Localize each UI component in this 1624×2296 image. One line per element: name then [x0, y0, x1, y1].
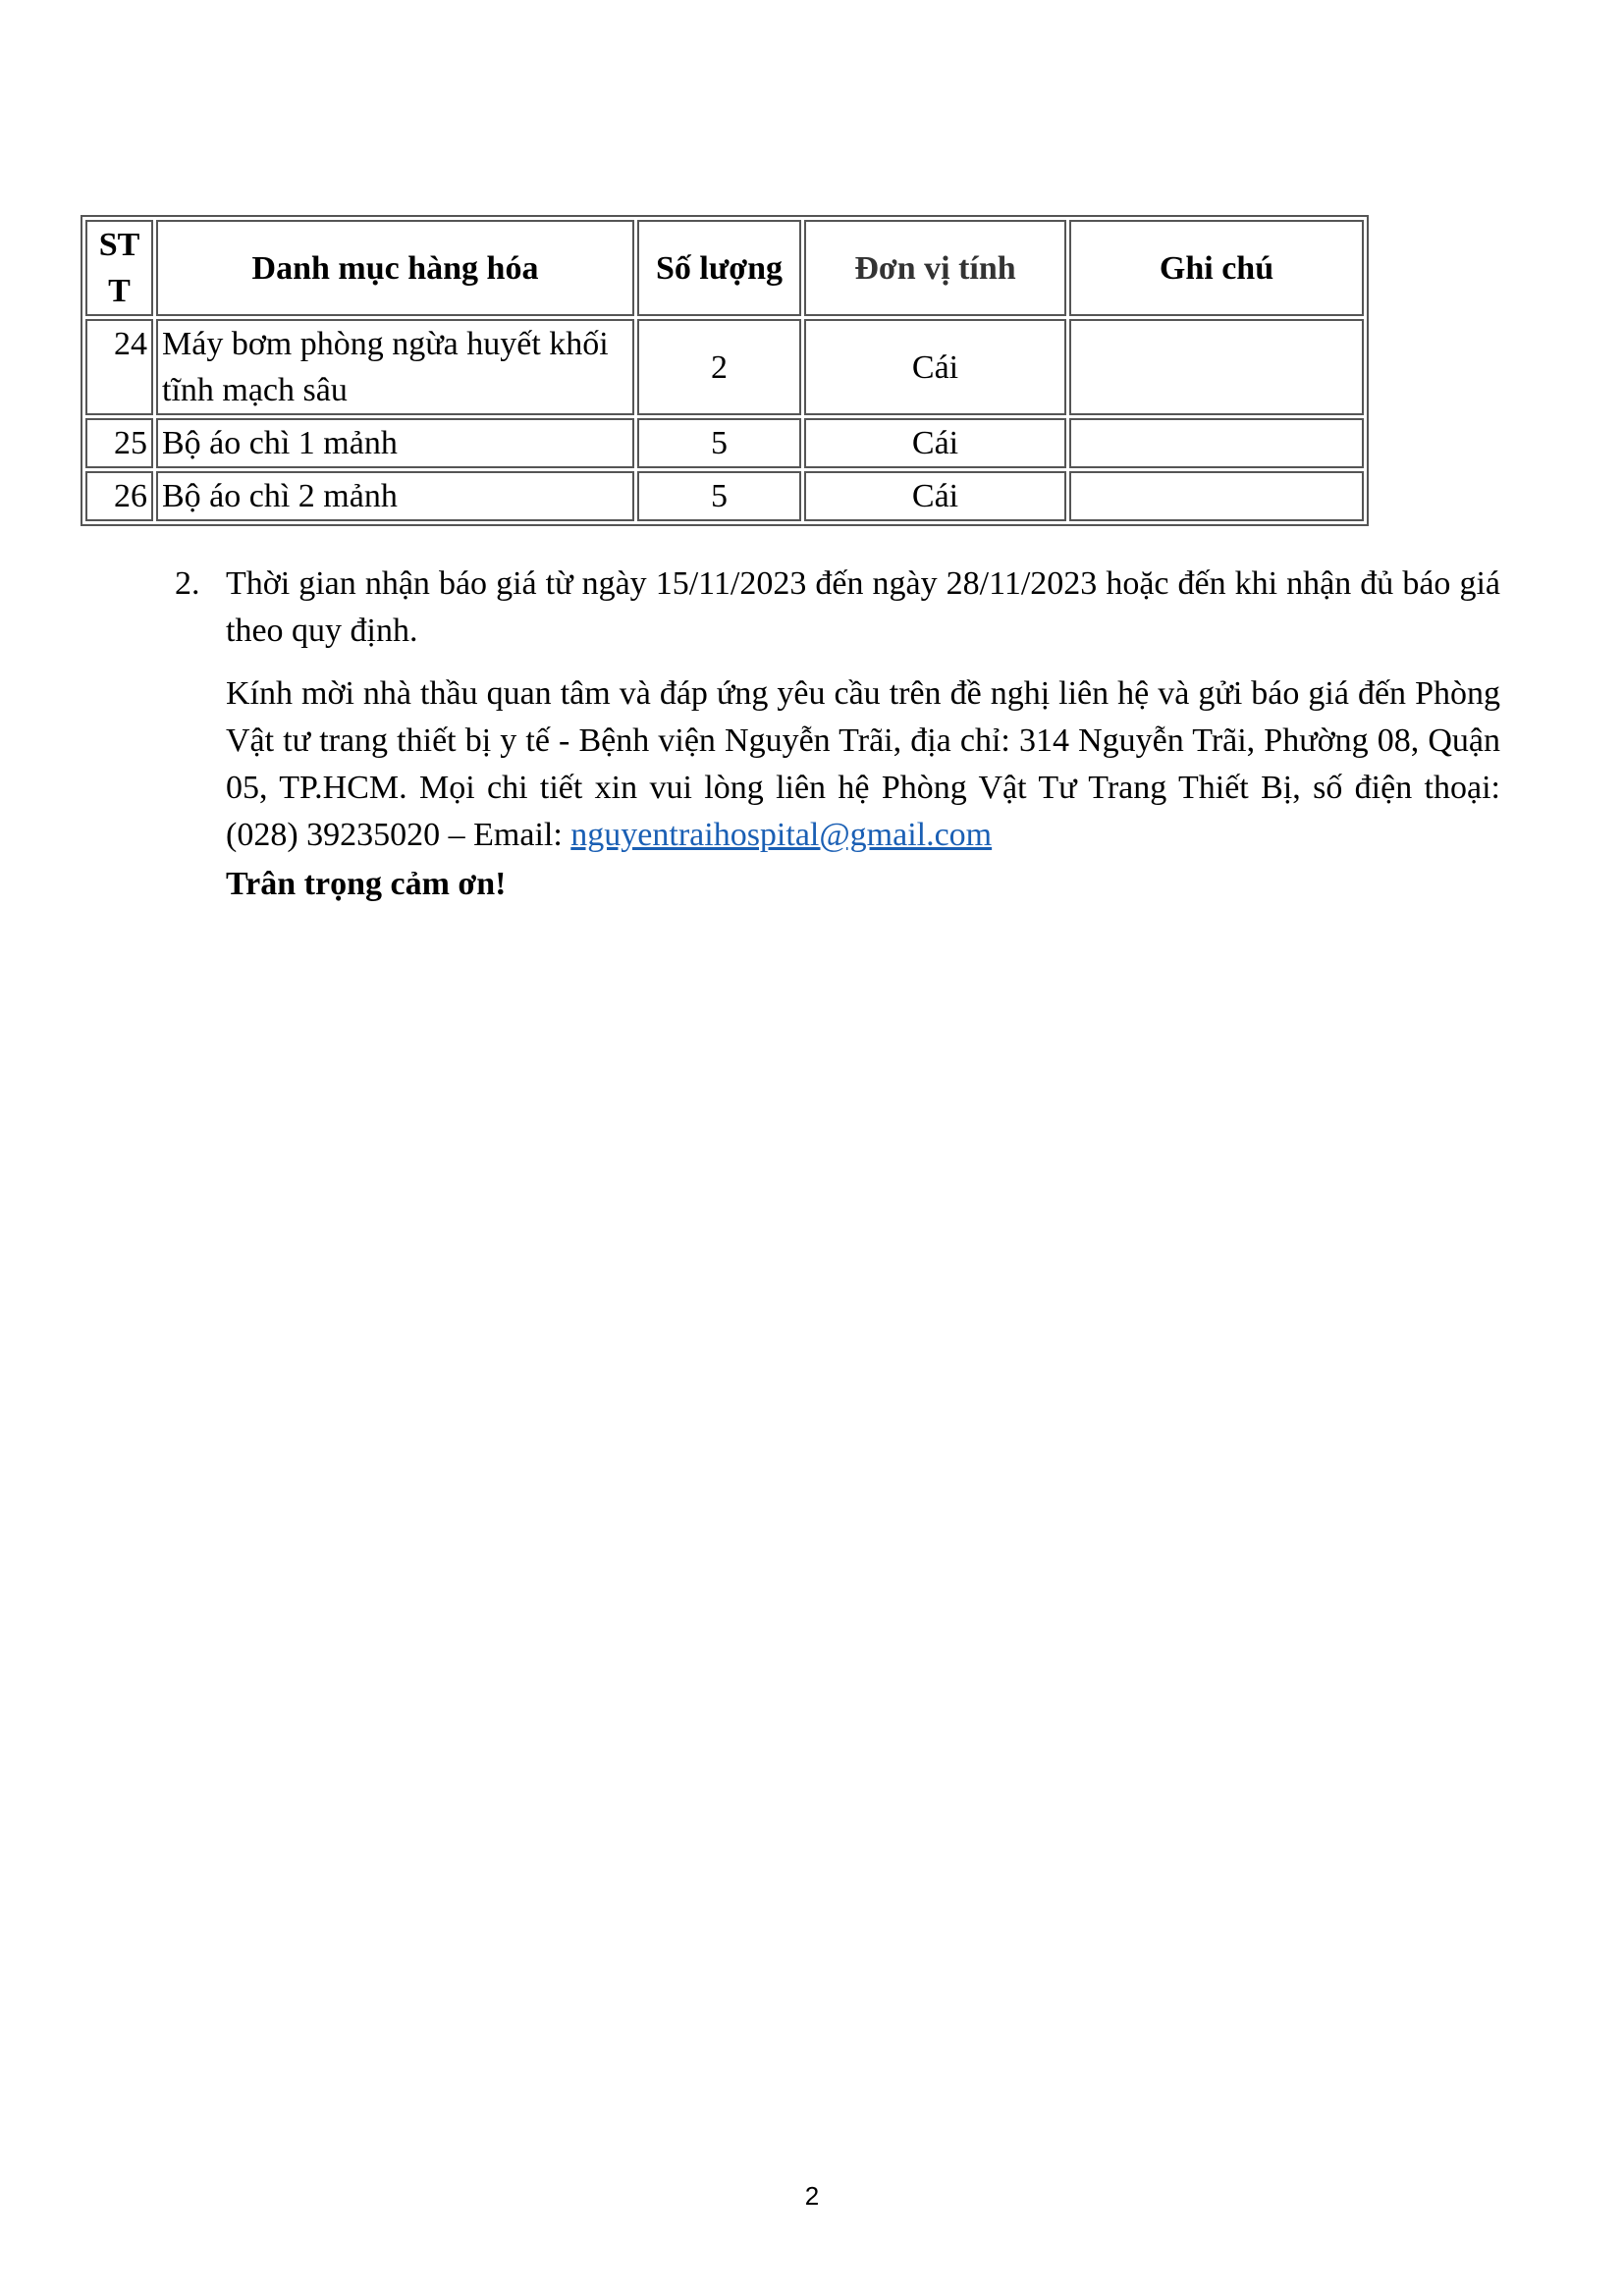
- table-header-row: [85, 220, 1364, 316]
- cell-unit: Cái: [804, 471, 1066, 521]
- cell-note: [1069, 471, 1364, 521]
- header-name: Danh mục hàng hóa: [156, 220, 634, 316]
- goods-table: [81, 215, 1369, 526]
- closing-thanks: Trân trọng cảm ơn!: [226, 866, 507, 902]
- email-link[interactable]: nguyentraihospital@gmail.com: [570, 817, 993, 853]
- cell-note: [1069, 319, 1364, 415]
- cell-name: Máy bơm phòng ngừa huyết khối tĩnh mạch sâu: [156, 319, 634, 415]
- header-note: Ghi chú: [1069, 220, 1364, 316]
- cell-unit: Cái: [804, 319, 1066, 415]
- cell-note: [1069, 418, 1364, 468]
- quote-period-paragraph: Thời gian nhận báo giá từ ngày 15/11/2023 đến ngày 28/11/2023 hoặc đến khi nhận đủ báo giá theo quy định.: [226, 565, 1500, 649]
- invitation-text: Kính mời nhà thầu quan tâm và đáp ứng yêu cầu trên đề nghị liên hệ và gửi báo giá đến Phòng Vật tư trang thiết bị y tế - Bệnh viện Nguyễn Trãi, địa chỉ: 314 Nguyễn Trãi, Phường 08, Quận 05, TP.HCM. Mọi chi tiết xin vui lòng liên hệ Phòng Vật Tư Trang Thiết Bị, số điện thoại: (028) 39235020 – Email:: [226, 675, 1500, 853]
- cell-quantity: 2: [637, 319, 801, 415]
- table-row: [85, 471, 1364, 521]
- cell-stt: 25: [85, 418, 153, 468]
- list-number: 2.: [175, 565, 200, 602]
- table-row: [85, 319, 1364, 415]
- page-number: 2: [804, 2181, 820, 2211]
- cell-stt: 24: [85, 319, 153, 415]
- header-unit: Đơn vị tính: [804, 220, 1066, 316]
- header-stt: ST T: [85, 220, 153, 316]
- cell-unit: Cái: [804, 418, 1066, 468]
- cell-name: Bộ áo chì 1 mảnh: [156, 418, 634, 468]
- cell-quantity: 5: [637, 418, 801, 468]
- invitation-paragraph: [226, 670, 1500, 859]
- table-row: [85, 418, 1364, 468]
- header-quantity: Số lượng: [637, 220, 801, 316]
- cell-quantity: 5: [637, 471, 801, 521]
- cell-stt: 26: [85, 471, 153, 521]
- cell-name: Bộ áo chì 2 mảnh: [156, 471, 634, 521]
